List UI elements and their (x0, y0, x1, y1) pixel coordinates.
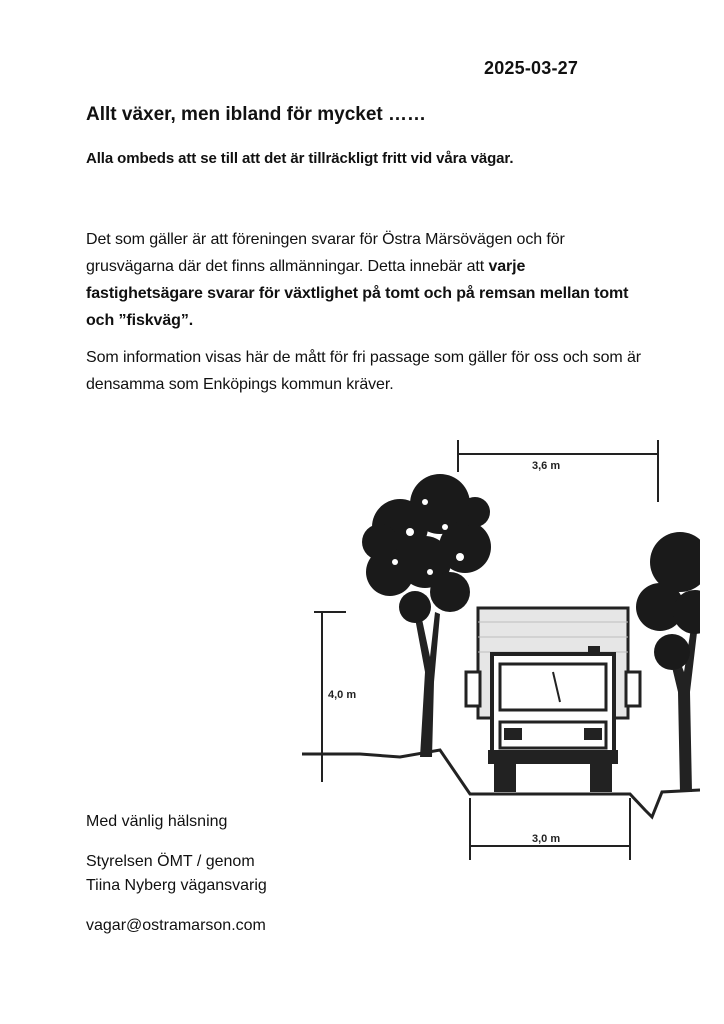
height-label: 4,0 m (328, 689, 357, 701)
right-wheel (590, 764, 612, 792)
road-dimension (470, 798, 630, 860)
contact-email: vagar@ostramarson.com (86, 917, 266, 934)
truck-bumper (488, 750, 618, 764)
road-label: 3,0 m (532, 833, 561, 845)
left-wheel (494, 764, 516, 792)
paragraph-responsibility (86, 226, 646, 334)
truck-illustration (466, 608, 640, 792)
truck-windshield (500, 664, 606, 710)
document-date: 2025-03-27 (484, 58, 579, 78)
sender-line-2: Tiina Nyberg vägansvarig (86, 877, 267, 894)
clearance-diagram (300, 432, 700, 862)
subtitle: Alla ombeds att se till att det är tillräckligt fritt vid våra vägar. (86, 150, 514, 167)
paragraph-text: Det som gäller är att föreningen svarar för Östra Märsövägen och för grusvägarna där det finns allmänningar. Detta innebär att (86, 231, 565, 275)
left-tree-trunk (412, 600, 440, 757)
left-tree-foliage (362, 474, 491, 623)
paragraph-bold-text: varje fastighetsägare svarar för växtlighet på tomt och på remsan mellan tomt och ”fiskväg”. (86, 258, 629, 329)
width-label: 3,6 m (532, 460, 561, 472)
page-title: Allt växer, men ibland för mycket …… (86, 104, 426, 125)
paragraph-information: Som information visas här de mått för fri passage som gäller för oss och som är densamma som Enköpings kommun kräver. (86, 349, 641, 393)
greeting: Med vänlig hälsning (86, 813, 228, 830)
sender-line-1: Styrelsen ÖMT / genom (86, 853, 255, 870)
